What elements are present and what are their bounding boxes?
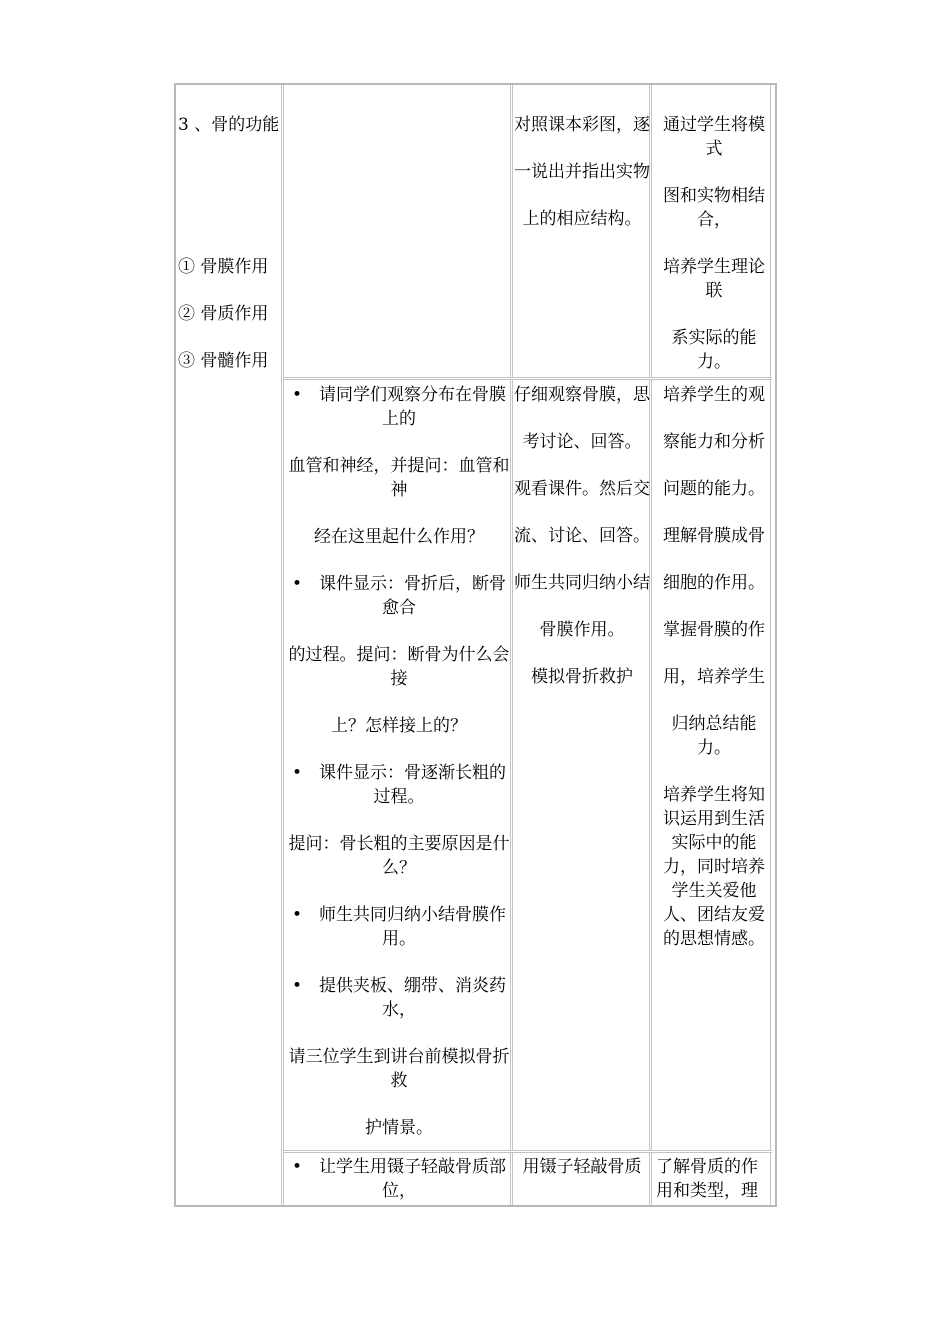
row1-student-cell: [514, 113, 650, 231]
row3-student-cell: [514, 1155, 650, 1179]
text-line: 的过程。提问：断骨为什么会接: [288, 645, 510, 689]
function-item: ③ 骨髓作用: [178, 351, 269, 371]
text-line: 掌握骨膜的作: [663, 620, 765, 640]
text-line: • 师生共同归纳小结骨膜作用。: [291, 905, 507, 949]
row3-intent-cell: [656, 1155, 772, 1203]
text-paragraph: 了解骨质的作用和类型，理: [656, 1157, 758, 1201]
text-line: • 提供夹板、绷带、消炎药水，: [291, 976, 507, 1020]
text-line: 请三位学生到讲台前模拟骨折救: [288, 1047, 510, 1091]
text-line: 考讨论、回答。: [522, 432, 642, 452]
text-line: • 请同学们观察分布在骨膜上的: [291, 385, 507, 429]
text-line: 系实际的能力。: [671, 328, 757, 372]
text-line: 对照课本彩图，逐: [514, 115, 650, 135]
row3-teacher-cell: [286, 1155, 512, 1203]
topic-column: [178, 113, 282, 373]
text-line: • 课件显示：骨折后，断骨愈合: [291, 574, 507, 618]
text-line: 流、讨论、回答。: [514, 526, 650, 546]
text-line: 图和实物相结合，: [663, 186, 765, 230]
row-divider-1: [284, 377, 772, 380]
text-line: 仔细观察骨膜，思: [514, 385, 650, 405]
text-line: • 课件显示：骨逐渐长粗的过程。: [291, 763, 507, 807]
text-line: 模拟骨折救护: [531, 667, 633, 687]
row2-teacher-cell: [286, 383, 512, 1140]
text-line: 通过学生将模式: [663, 115, 765, 159]
text-line: 归纳总结能力。: [671, 714, 757, 758]
text-line: 提问：骨长粗的主要原因是什么？: [288, 834, 510, 878]
text-line: 培养学生理论联: [663, 257, 765, 301]
text-line: 上？怎样接上的？: [331, 716, 467, 736]
row-divider-2: [284, 1150, 772, 1153]
row2-student-cell: [514, 383, 650, 689]
text-line: 上的相应结构。: [522, 209, 642, 229]
text-line: 骨膜作用。: [539, 620, 625, 640]
text-line: 护情景。: [365, 1118, 433, 1138]
lesson-plan-table: [174, 83, 777, 1207]
text-line: 问题的能力。: [663, 479, 765, 499]
text-line: 理解骨膜成骨: [663, 526, 765, 546]
text-line: 培养学生的观: [663, 385, 765, 405]
text-paragraph: 培养学生将知识运用到生活实际中的能力，同时培养学生关爱他人、团结友爱的思想情感。: [663, 785, 765, 949]
text-line: 观看课件。然后交: [514, 479, 650, 499]
text-line: • 让学生用镊子轻敲骨质部位，: [291, 1157, 507, 1201]
text-line: 察能力和分析: [663, 432, 765, 452]
text-line: 师生共同归纳小结: [514, 573, 650, 593]
text-line: 细胞的作用。: [663, 573, 765, 593]
text-line: 一说出并指出实物: [514, 162, 650, 182]
text-line: 血管和神经，并提问：血管和神: [288, 456, 510, 500]
text-line: 用镊子轻敲骨质: [522, 1157, 642, 1177]
row1-intent-cell: [656, 113, 772, 374]
function-item: ① 骨膜作用: [178, 257, 269, 277]
text-line: 用，培养学生: [663, 667, 765, 687]
section-heading: 3 、骨的功能: [178, 115, 280, 135]
function-item: ② 骨质作用: [178, 304, 269, 324]
text-line: 经在这里起什么作用？: [314, 527, 484, 547]
row2-intent-cell: [656, 383, 772, 951]
